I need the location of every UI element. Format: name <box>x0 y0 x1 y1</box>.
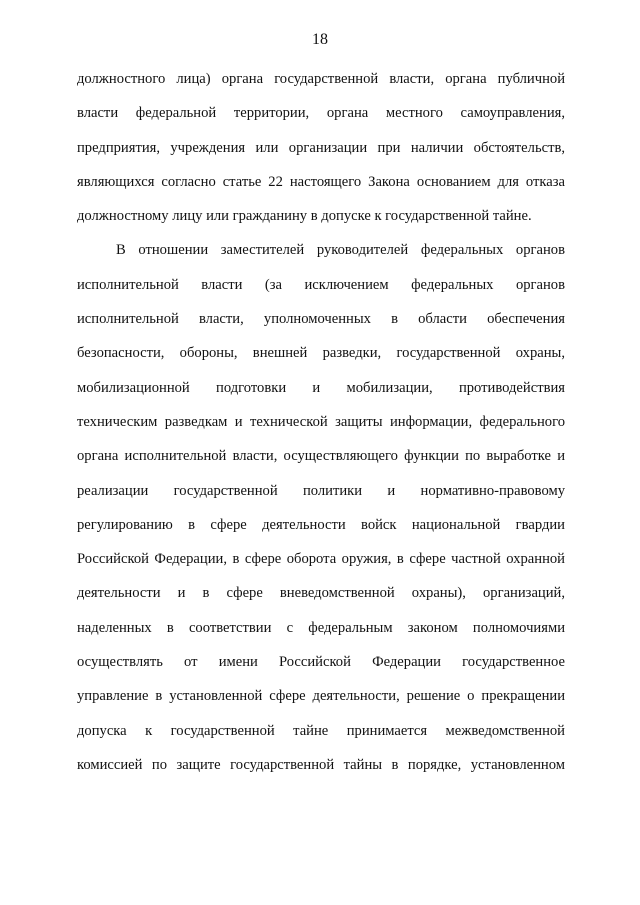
text-line: деятельности и в сфере вневедомственной охраны), организаций, <box>77 585 565 602</box>
text-line: предприятия, учреждения или организации при наличии обстоятельств, <box>77 139 565 156</box>
text-line: техническим разведкам и технической защиты информации, федерального <box>77 413 565 430</box>
text-line: комиссией по защите государственной тайны в порядке, установленном <box>77 756 565 773</box>
text-line: управление в установленной сфере деятельности, решение о прекращении <box>77 688 565 705</box>
text-line: должностному лицу или гражданину в допуске к государственной тайне. <box>77 208 532 225</box>
text-line: регулированию в сфере деятельности войск национальной гвардии <box>77 516 565 533</box>
text-line: исполнительной власти (за исключением федеральных органов <box>77 276 565 293</box>
text-line: допуска к государственной тайне принимается межведомственной <box>77 722 565 739</box>
text-line: власти федеральной территории, органа местного самоуправления, <box>77 105 565 122</box>
text-line: органа исполнительной власти, осуществляющего функции по выработке и <box>77 448 565 465</box>
paragraph-1 <box>77 62 565 233</box>
text-line: исполнительной власти, уполномоченных в области обеспечения <box>77 311 565 328</box>
text-line: являющихся согласно статье 22 настоящего Закона основанием для отказа <box>77 173 565 190</box>
text-line: осуществлять от имени Российской Федерации государственное <box>77 654 565 671</box>
text-line: наделенных в соответствии с федеральным законом полномочиями <box>77 619 565 636</box>
page-number: 18 <box>312 31 328 48</box>
text-line: В отношении заместителей руководителей федеральных органов <box>116 242 565 259</box>
text-line: безопасности, обороны, внешней разведки, государственной охраны, <box>77 345 565 362</box>
text-line: мобилизационной подготовки и мобилизации, противодействия <box>77 379 565 396</box>
text-line: должностного лица) органа государственной власти, органа публичной <box>77 71 565 87</box>
document-body <box>77 62 565 782</box>
text-line: Российской Федерации, в сфере оборота оружия, в сфере частной охранной <box>77 551 565 568</box>
paragraph-2 <box>77 233 565 782</box>
text-line: реализации государственной политики и нормативно-правовому <box>77 482 565 499</box>
